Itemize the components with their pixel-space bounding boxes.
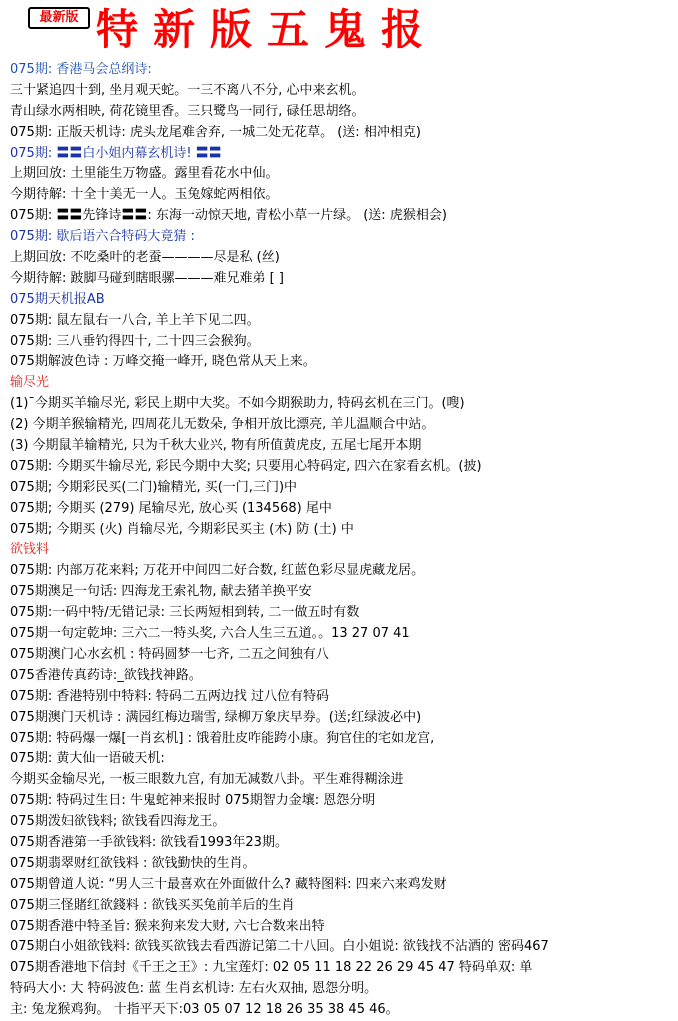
content-line: 075期香港中特圣旨: 猴来狗来发大财, 六七合数来出特 — [10, 918, 325, 934]
content-line: 075期: 特码爆一爆[一肖玄机] : 饿着肚皮咋能跨小康。狗官住的宅如龙宫, — [10, 730, 435, 746]
content-line: 上期回放: 土里能生万物盛。露里看花水中仙。 — [10, 166, 279, 182]
content-line: 特码大小: 大 特码波色: 蓝 生肖玄机诗: 左右火双抽, 恩怨分明。 — [10, 981, 378, 997]
content-line: 075期: 正版天机诗: 虎头龙尾难舍弃, 一城二处无花草。 (送: 相冲相克) — [10, 124, 421, 140]
content-line: (1)¯今期买羊输尽光, 彩民上期中大奖。不如今期猴助力, 特码玄机在三门。(嗖) — [10, 396, 465, 412]
content-line: 075期; 今期彩民买(二门)输精光, 买(一门,三门)中 — [10, 479, 298, 495]
content-line: 075期泼妇欲钱料; 欲钱看四海龙王。 — [10, 814, 226, 830]
content-line: 075期: 内部万花来料; 万花开中间四二好合数, 红蓝色彩尽显虎藏龙居。 — [10, 563, 425, 579]
content-line: 今期买金输尽光, 一板三眼数九宫, 有加无减数八卦。平生难得糊涂进 — [10, 772, 404, 788]
content-line: 075期: 香港马会总纲诗: — [10, 62, 152, 77]
content-line: 075期澳足一句话: 四海龙王索礼物, 献去猪羊换平安 — [10, 584, 312, 600]
content-line: 三十紧追四十到, 坐月观天蛇。一三不离八不分, 心中来玄机。 — [10, 82, 365, 98]
content-line: 075期; 今期买 (279) 尾输尽光, 放心买 (134568) 尾中 — [10, 500, 332, 516]
content-line: 075期: 歇后语六合特码大竟猜 : — [10, 229, 195, 245]
content-line: 075期: 黄大仙一语破天机: — [10, 751, 165, 767]
content-line: 青山绿水两相映, 荷花镜里香。三只鹭鸟一同行, 碌任思胡络。 — [10, 103, 365, 119]
content-line: 075期: 三八垂钓得四十, 二十四三会猴狗。 — [10, 333, 260, 349]
content-line: 075期: 香港特别中特料: 特码二五两边找 过八位有特码 — [10, 688, 329, 704]
content-line: 075期解波色诗 : 万峰交掩一峰开, 晓色常从天上来。 — [10, 354, 316, 370]
content-line: 075期: 〓〓白小姐内幕玄机诗! 〓〓 — [10, 145, 222, 161]
content-line: 075期: 今期买牛输尽光, 彩民今期中大奖; 只要用心特码定, 四六在家看玄机。(披) — [10, 458, 482, 474]
content-line: 075期天机报AB — [10, 291, 105, 307]
content-line: 主: 兔龙猴鸡狗。 十指平天下:03 05 07 12 18 26 35 38 45 46。 — [10, 1002, 399, 1018]
content-line: 今期待解: 跛脚马碰到瞎眼骡———难兄难弟 [ ] — [10, 270, 284, 286]
content-line: 075期曾道人说: “男人三十最喜欢在外面做什么? 藏特图料: 四来六来鸡发财 — [10, 876, 447, 892]
content-line: 075期翡翠财红欲钱料 : 欲钱勤快的生肖。 — [10, 855, 256, 871]
content-line: 075期: 特码过生日: 牛鬼蛇神来报时 075期智力金壤: 恩怨分明 — [10, 793, 376, 809]
content-list — [10, 60, 674, 1021]
content-line: 欲钱料 — [10, 542, 50, 558]
content-line: 075期:一码中特/无错记录: 三长两短相到转, 二一做五时有数 — [10, 605, 360, 621]
content-line: 075期; 今期买 (火) 肖输尽光, 今期彩民买主 (木) 防 (土) 中 — [10, 521, 354, 537]
header — [0, 0, 678, 60]
content-line: 075香港传真药诗:_欲钱找神路。 — [10, 667, 202, 683]
content-line: (2) 今期羊猴输精光, 四周花儿无数朵, 争相开放比漂亮, 羊儿温顺合中站。 — [10, 417, 435, 433]
content-line: 075期: 〓〓先锋诗〓〓: 东海一动惊天地, 青松小草一片绿。 (送: 虎猴相会) — [10, 208, 447, 224]
latest-version-badge: 最新版 — [28, 7, 90, 29]
content-line: 075期澳门心水玄机 : 特码圆梦一七齐, 二五之间独有八 — [10, 646, 329, 662]
content-line: 上期回放: 不吃桑叶的老蚕————尽是私 (丝) — [10, 250, 280, 266]
content-line: 075期澳门天机诗 : 满园红梅边瑞雪, 绿柳万象庆早券。(送;红绿波必中) — [10, 709, 422, 725]
content-line: 075期香港地下信封《千王之王》: 九宝莲灯: 02 05 11 18 22 26 29 45 47 特码单双: 单 — [10, 960, 533, 976]
content-line: 今期待解: 十全十美无一人。玉兔嫁蛇两相依。 — [10, 187, 279, 203]
content-line: 075期白小姐欲钱料: 欲钱买欲钱去看西游记第二十八回。白小姐说: 欲钱找不沾酒的 密码467 — [10, 939, 549, 955]
content-line: 075期香港第一手欲钱料: 欲钱看1993年23期。 — [10, 834, 288, 850]
content-line: 075期三怪賭红欲錢料 : 欲钱买买兔前羊后的生肖 — [10, 897, 295, 913]
content-line: 输尽光 — [10, 375, 50, 391]
content-line: 075期: 鼠左鼠右一八合, 羊上羊下见二四。 — [10, 312, 260, 328]
content-line: (3) 今期鼠羊输精光, 只为千秋大业兴, 物有所值黄虎皮, 五尾七尾开本期 — [10, 438, 422, 454]
page-title: 特新版五鬼报 — [96, 5, 439, 54]
content-line: 075期一句定乾坤: 三六二一特头奖, 六合人生三五道。。13 27 07 41 — [10, 626, 410, 642]
